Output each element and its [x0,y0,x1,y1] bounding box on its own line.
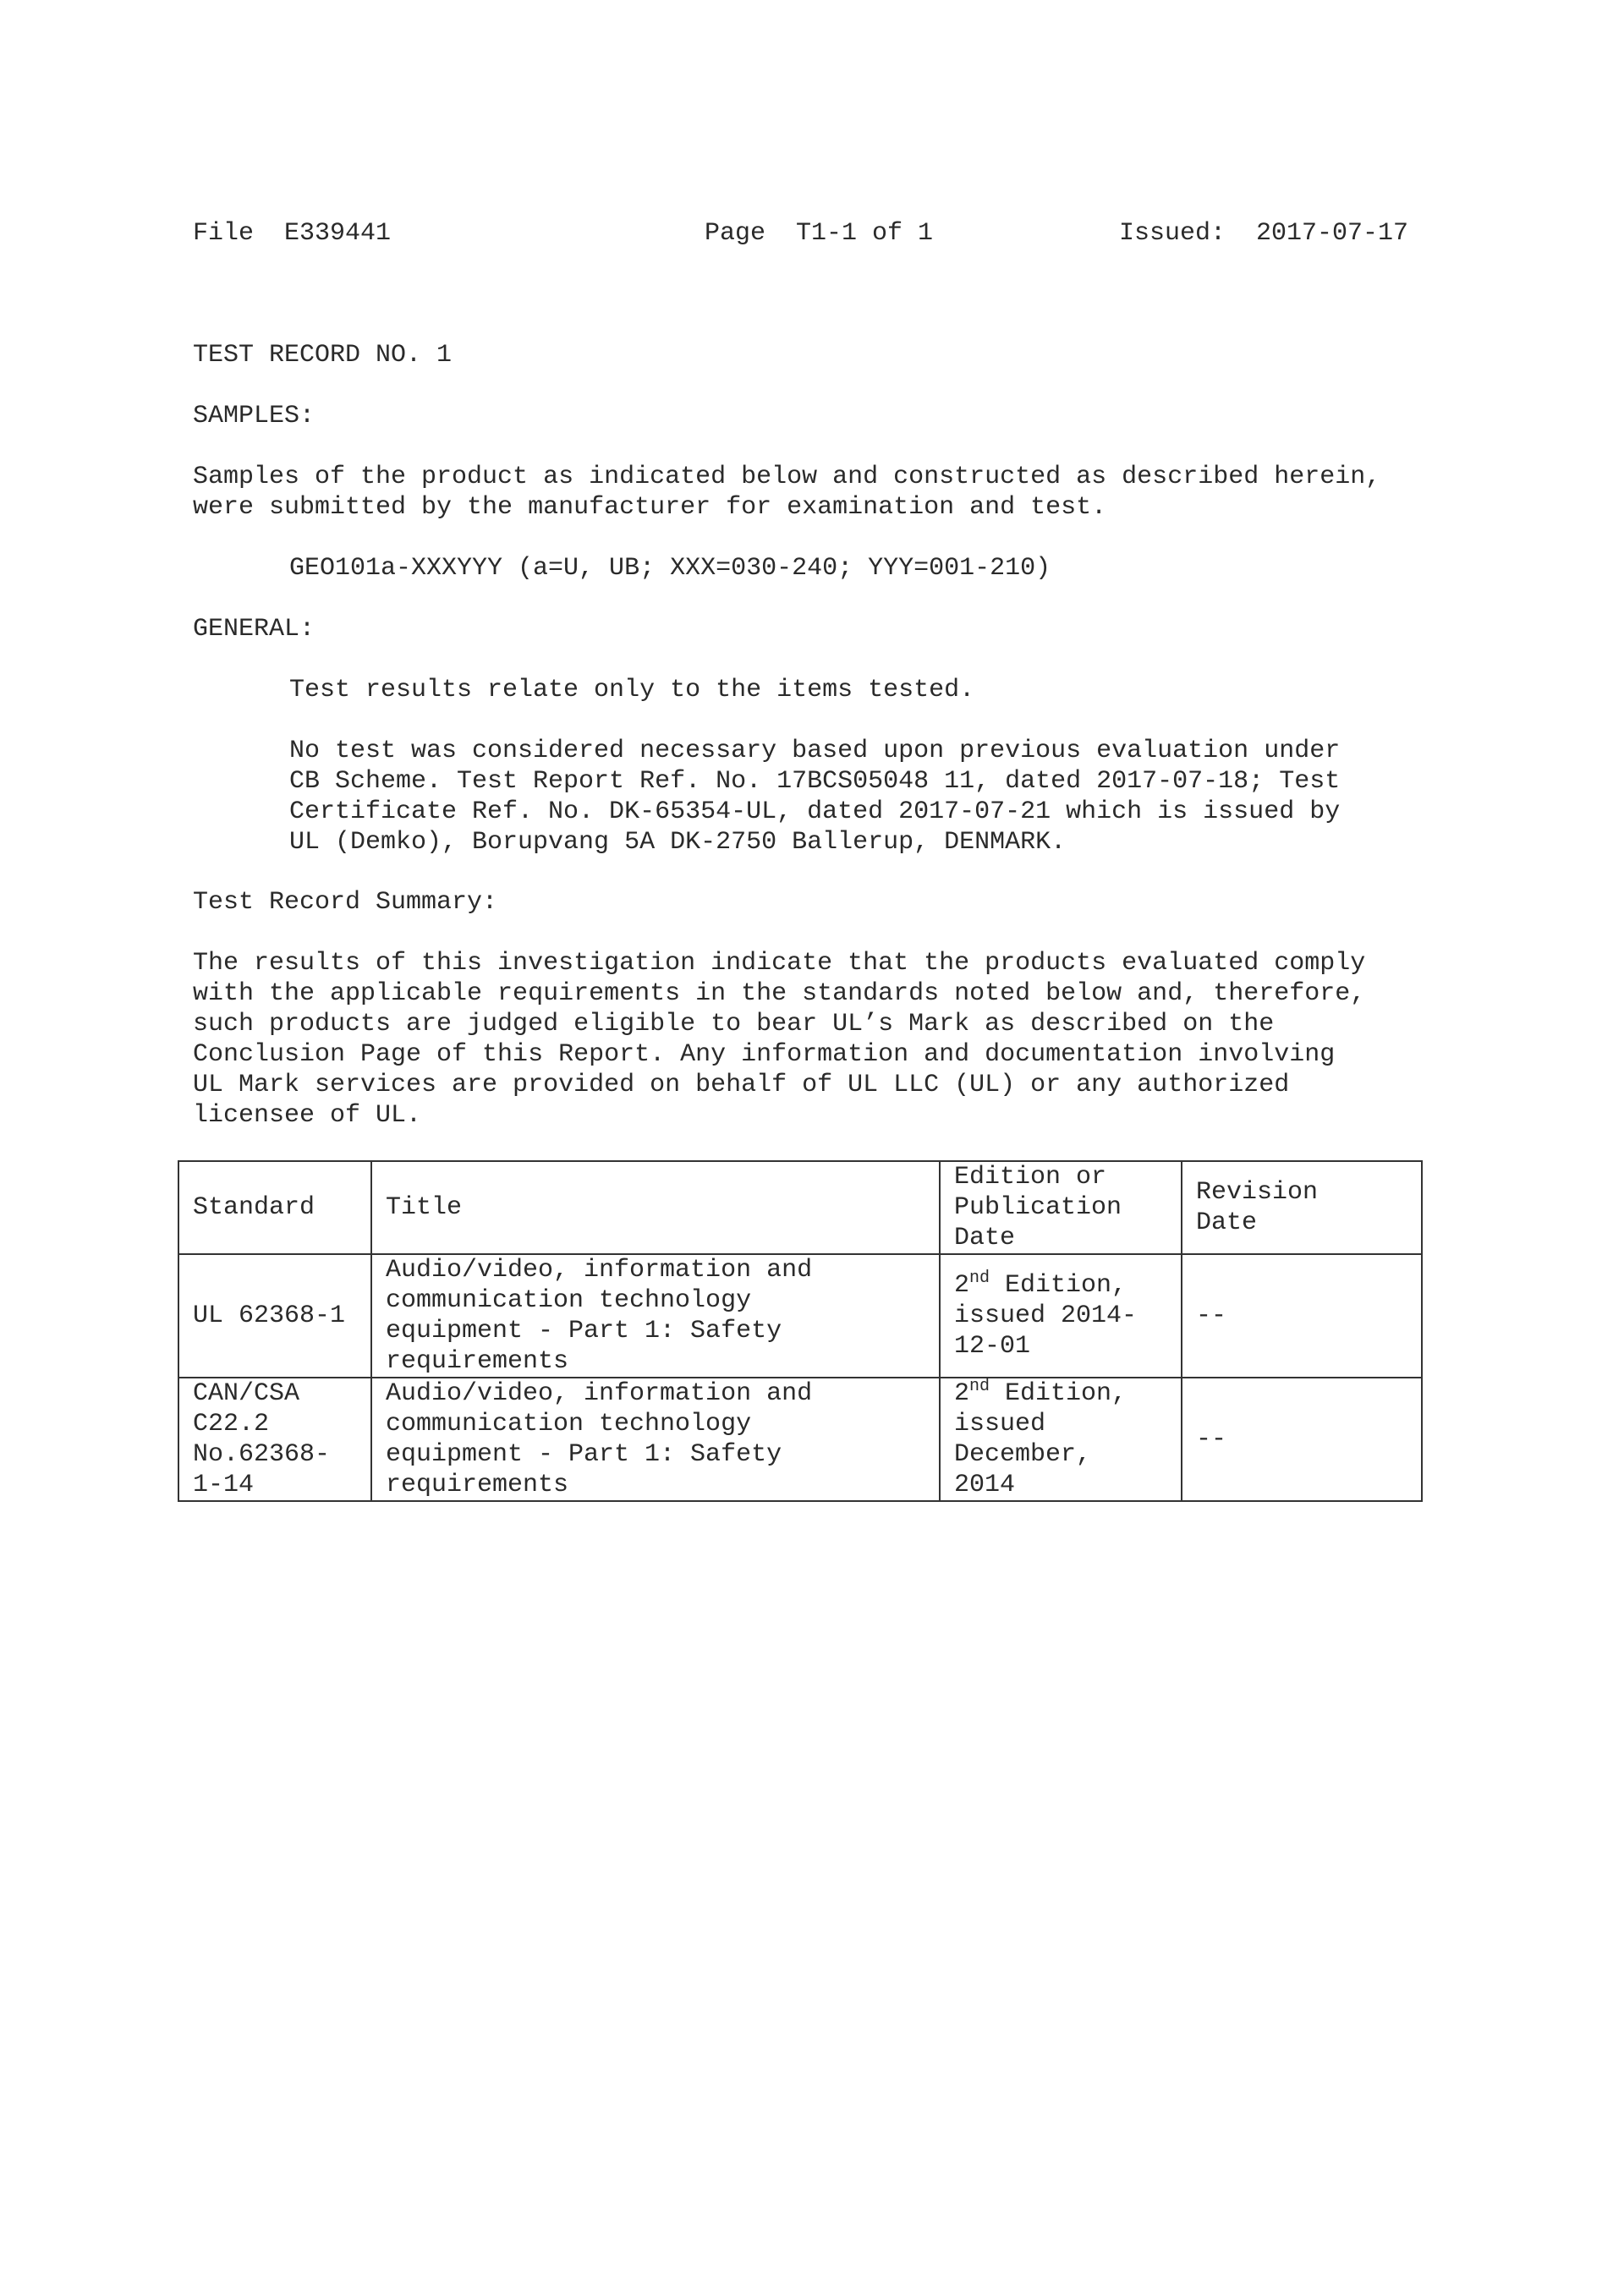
summary-heading: Test Record Summary: [193,888,498,917]
table-header-row [178,1161,1422,1254]
table-row [178,1254,1422,1378]
table-row [178,1378,1422,1501]
page-number: Page T1-1 of 1 [705,219,934,248]
cell-revision: -- [1182,1378,1422,1501]
edition-number: 2 [954,1379,970,1408]
cell-standard: UL 62368-1 [178,1254,371,1378]
cell-standard: CAN/CSA C22.2 No.62368- 1-14 [178,1378,371,1501]
header-edition: Edition or Publication Date [940,1161,1182,1254]
edition-ordinal: nd [969,1377,990,1396]
header-revision: Revision Date [1182,1161,1422,1254]
cell-edition [940,1254,1182,1378]
edition-number: 2 [954,1271,970,1300]
header-standard: Standard [178,1161,371,1254]
file-number: File E339441 [193,219,392,248]
page-header [193,218,1479,249]
cell-title: Audio/video, information and communication technology equipment - Part 1: Safety requirements [371,1378,940,1501]
cell-edition [940,1378,1182,1501]
general-heading: GENERAL: [193,615,315,644]
edition-text: Edition, issued December, 2014 [954,1379,1127,1499]
model-designation: GEO101a-XXXYYY (a=U, UB; XXX=030-240; YYY=001-210) [289,554,1051,583]
general-paragraph-2: No test was considered necessary based upon previous evaluation under CB Scheme. Test Report Ref. No. 17BCS05048 11, dated 2017-07-18; Test Certificate Ref. No. DK-65354-UL, dated 2017-07-21 which is issued by UL (Demko), Borupvang 5A DK-2750 Ballerup, DENMARK. [289,737,1341,857]
cell-title: Audio/video, information and communication technology equipment - Part 1: Safety requirements [371,1254,940,1378]
summary-paragraph: The results of this investigation indicate that the products evaluated comply with the applicable requirements in the standards noted below and, therefore, such products are judged eligible to bear UL’s Mark as described on the Conclusion Page of this Report. Any information and documentation involving UL Mark services are provided on behalf of UL LLC (UL) or any authorized licensee of UL. [193,949,1366,1130]
issued-date: Issued: 2017-07-17 [1119,219,1409,248]
edition-ordinal: nd [969,1269,990,1288]
test-record-title: TEST RECORD NO. 1 [193,341,453,370]
samples-heading: SAMPLES: [193,402,315,430]
cell-revision: -- [1182,1254,1422,1378]
edition-text: Edition, issued 2014- 12-01 [954,1271,1138,1361]
standards-table [178,1160,1423,1502]
general-paragraph-1: Test results relate only to the items tested. [289,676,975,704]
header-title: Title [371,1161,940,1254]
samples-paragraph: Samples of the product as indicated below and constructed as described herein, were submitted by the manufacturer for examination and test. [193,463,1381,522]
